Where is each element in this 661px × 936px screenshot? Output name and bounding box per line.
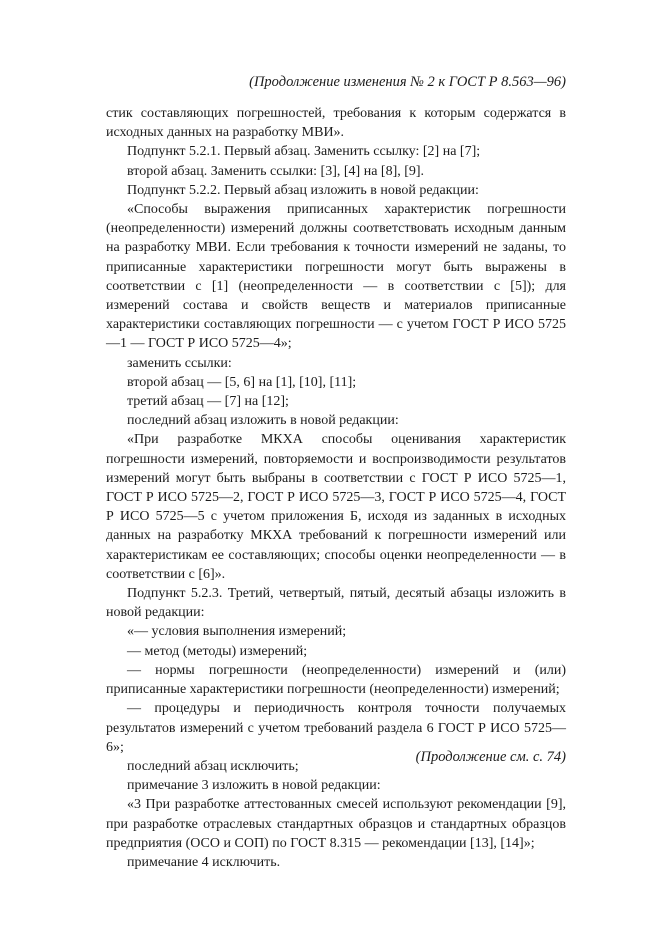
paragraph: заменить ссылки: [127, 355, 232, 371]
paragraph: «— условия выполнения измерений; [127, 624, 347, 640]
paragraph: последний абзац изложить в новой редакции: [127, 413, 399, 429]
paragraph: второй абзац — [5, 6] на [1], [10], [11]; [127, 374, 357, 390]
paragraph: Подпункт 5.2.3. Третий, четвертый, пятый, десятый абзацы изложить в новой редакции: [106, 586, 566, 621]
paragraph: — процедуры и периодичность контроля точности получаемых результатов измерений с учетом требований раздела 6 ГОСТ Р ИСО 5725—6»; [106, 701, 566, 755]
paragraph: Подпункт 5.2.2. Первый абзац изложить в новой редакции: [127, 182, 479, 198]
paragraph: третий абзац — [7] на [12]; [127, 394, 289, 410]
paragraph: примечание 4 исключить. [127, 854, 281, 870]
continuation-header: (Продолжение изменения № 2 к ГОСТ Р 8.563—96) [249, 74, 566, 90]
paragraph: «3 При разработке аттестованных смесей используют рекомендации [9], при разработке отраслевых стандартных образцов и стандартных образцов предприятия (ОСО и СОП) по ГОСТ 8.315 — рекомендации [13], [14]»; [106, 797, 566, 851]
paragraph: последний абзац исключить; [127, 758, 299, 774]
paragraph: стик составляющих погрешностей, требования к которым содержатся в исходных данных на разработку МВИ». [106, 106, 566, 141]
continuation-footer: (Продолжение см. с. 74) [415, 749, 566, 765]
paragraph: «При разработке МКХА способы оценивания характеристик погрешности измерений, повторяемости и воспроизводимости результатов измерений могут быть выбраны в соответствии с ГОСТ Р ИСО 5725—1, ГОСТ Р ИСО 5725—2, ГОСТ Р ИСО 5725—3, ГОСТ Р ИСО 5725—4, ГОСТ Р ИСО 5725—5 с учетом приложения Б, исходя из заданных в исходных данных на разработку МКХА требований к погрешности измерений или характеристикам ее составляющих; способы оценки неопределенности — в соответствии с [6]». [106, 432, 566, 582]
paragraph: примечание 3 изложить в новой редакции: [127, 778, 381, 794]
paragraph: Подпункт 5.2.1. Первый абзац. Заменить ссылку: [2] на [7]; [127, 144, 481, 160]
paragraph: «Способы выражения приписанных характеристик погрешности (неопределенности) измерений должны соответствовать исходным данным на разработку МВИ. Если требования к точности измерений не заданы, то приписанные характеристики погрешности могут быть выражены в соответствии с [1] (неопределенности — в соответствии с [5]); для измерений состава и свойств веществ и материалов приписанные характеристики составляющих погрешности — с учетом ГОСТ Р ИСО 5725—1 — ГОСТ Р ИСО 5725—4»; [106, 202, 566, 352]
paragraph: — нормы погрешности (неопределенности) измерений и (или) приписанные характеристики погрешности (неопределенности) измерений; [106, 662, 566, 698]
paragraph: — метод (методы) измерений; [127, 643, 308, 659]
paragraph: второй абзац. Заменить ссылки: [3], [4] на [8], [9]. [127, 163, 425, 179]
